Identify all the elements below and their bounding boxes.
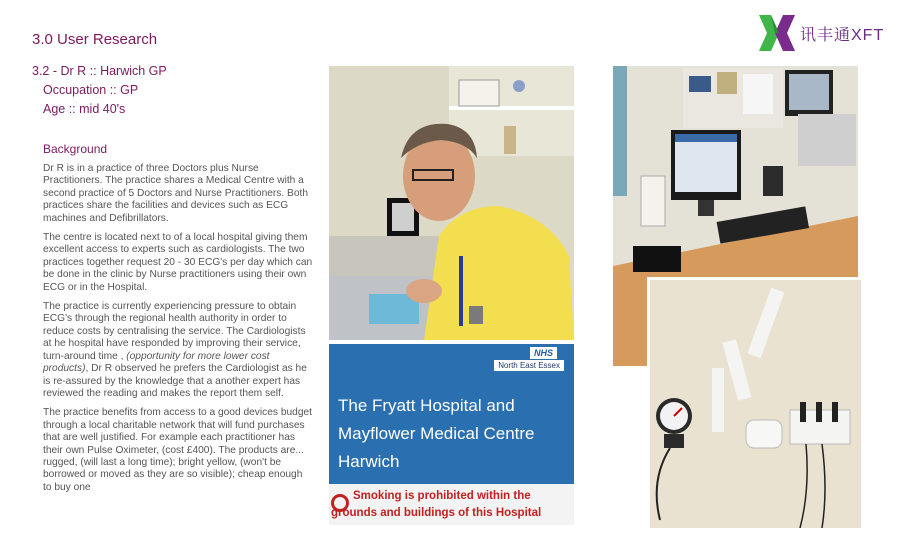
paragraph [43,301,313,400]
background-body [43,163,313,501]
age-label: Age :: mid 40's [43,102,126,116]
paragraph-text: , Dr R observed he prefers the Cardiologist as he is re-assured by the knowledge that a another expert has reviewed the reading and makes the report them self. [43,363,307,399]
section-heading: 3.2 - Dr R :: Harwich GP [32,64,167,78]
logo-wordmark: 讯丰通XFT [800,27,885,44]
logo-mark-icon [757,13,797,53]
smoking-notice-line: Smoking is prohibited within the [353,490,531,502]
occupation-label: Occupation :: GP [43,83,139,97]
paragraph-text: The practice is currently experiencing pressure to obtain ECG's through the regional health authority in order to reduce costs by centralising the service. The Cardiologists at he hospital have responded by improving their service, turn-around time , [43,301,306,362]
hospital-sign-photo [329,344,574,525]
paragraph: The practice benefits from access to a good devices budget through a local charitable network that will fund purchases that are well justified. For example each practitioner has their own Pulse Oximeter, (cost £400). The products are... rugged, (will last a long time); bright yellow, (won't be borrowed or moved as they are so visible); cheap enough to buy one [43,407,312,493]
company-logo [757,13,885,55]
page-title: 3.0 User Research [32,31,158,48]
sign-line: The Fryatt Hospital and [338,396,515,415]
sign-line: Harwich [338,452,400,471]
nhs-logo: NHS [530,347,557,359]
paragraph: The centre is located next to of a local hospital giving them excellent access to experts such as cardiologists. The two practices together request 20 - 30 ECG's per day which can be done in the clinic by Nurse practitioners using their own ECG or in the Hospital. [43,232,313,293]
smoking-notice-line: grounds and buildings of this Hospital [331,507,542,519]
emphasis-text: (opportunity for more lower cost products) [43,350,270,375]
background-heading: Background [43,142,108,156]
no-smoking-notice [329,484,574,525]
wall-equipment-photo [647,277,861,528]
sign-line: Mayflower Medical Centre [338,424,535,443]
paragraph: Dr R is in a practice of three Doctors plus Nurse Practitioners. The practice shares a Medical Centre with a second practice of 5 Doctors and Nurse Practitioners. Both practices share the facilities and devices such as ECG machines and Defibrillators. [43,163,309,224]
doctor-photo [329,66,574,340]
nhs-region-label: North East Essex [494,360,564,371]
